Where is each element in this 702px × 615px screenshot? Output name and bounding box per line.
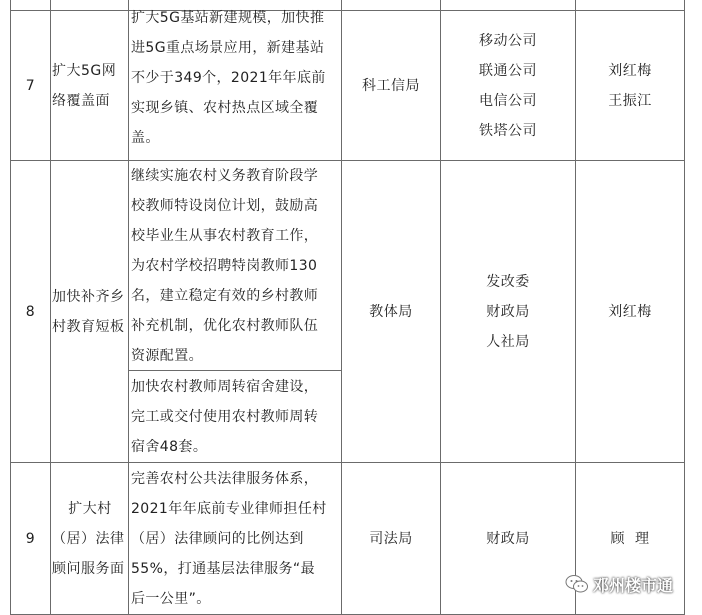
row-8-task-2: 加快农村教师周转宿舍建设， 完工或交付使用农村教师周转 宿舍48套。: [131, 378, 319, 455]
grid-line: [684, 0, 685, 615]
watermark-text: 邓州楼市通: [593, 575, 674, 595]
grid-line: [50, 0, 51, 615]
row-9-cooperate-units: 财政局: [486, 530, 530, 547]
row-9-lead-unit: 司法局: [369, 530, 413, 547]
row-8-number: 8: [25, 303, 36, 320]
wechat-icon: [565, 573, 589, 595]
row-7-number: 7: [25, 77, 36, 94]
row-8-responsible: 刘红梅: [608, 303, 652, 320]
row-7-task: 扩大5G基站新建规模，加快推 进5G重点场景应用，新建基站 不少于349个，2021年年底前 实现乡镇、农村热点区域全覆 盖。: [131, 10, 326, 146]
row-9-responsible: 顾 理: [610, 530, 650, 547]
row-7-responsible: 刘红梅 王振江: [608, 62, 652, 109]
row-8-item: 加快补齐乡 村教育短板: [52, 288, 125, 335]
watermark: [565, 570, 673, 598]
row-9-item: 扩大村 （居）法律 顾问服务面: [52, 500, 125, 577]
row-9-task: 完善农村公共法律服务体系， 2021年年底前专业律师担任村 （居）法律顾问的比例达到 55%，打通基层法律服务“最 后一公里”。: [131, 470, 327, 607]
row-7-lead-unit: 科工信局: [362, 77, 420, 94]
row-7-cooperate-units: 移动公司 联通公司 电信公司 铁塔公司: [479, 32, 537, 139]
row-8-lead-unit: 教体局: [369, 303, 413, 320]
row-8-cooperate-units: 发改委 财政局 人社局: [486, 273, 530, 350]
row-9-number: 9: [25, 530, 36, 547]
row-7-item: 扩大5G网 络覆盖面: [52, 62, 117, 109]
row-8-task-1: 继续实施农村义务教育阶段学 校教师特设岗位计划，鼓励高 校毕业生从事农村教育工作， 为农村学校招聘特岗教师130 名，建立稳定有效的乡村教师 补充机制，优化农村教师队伍 资源配置。: [131, 168, 319, 364]
previous-row-fragment: [480, 0, 550, 4]
